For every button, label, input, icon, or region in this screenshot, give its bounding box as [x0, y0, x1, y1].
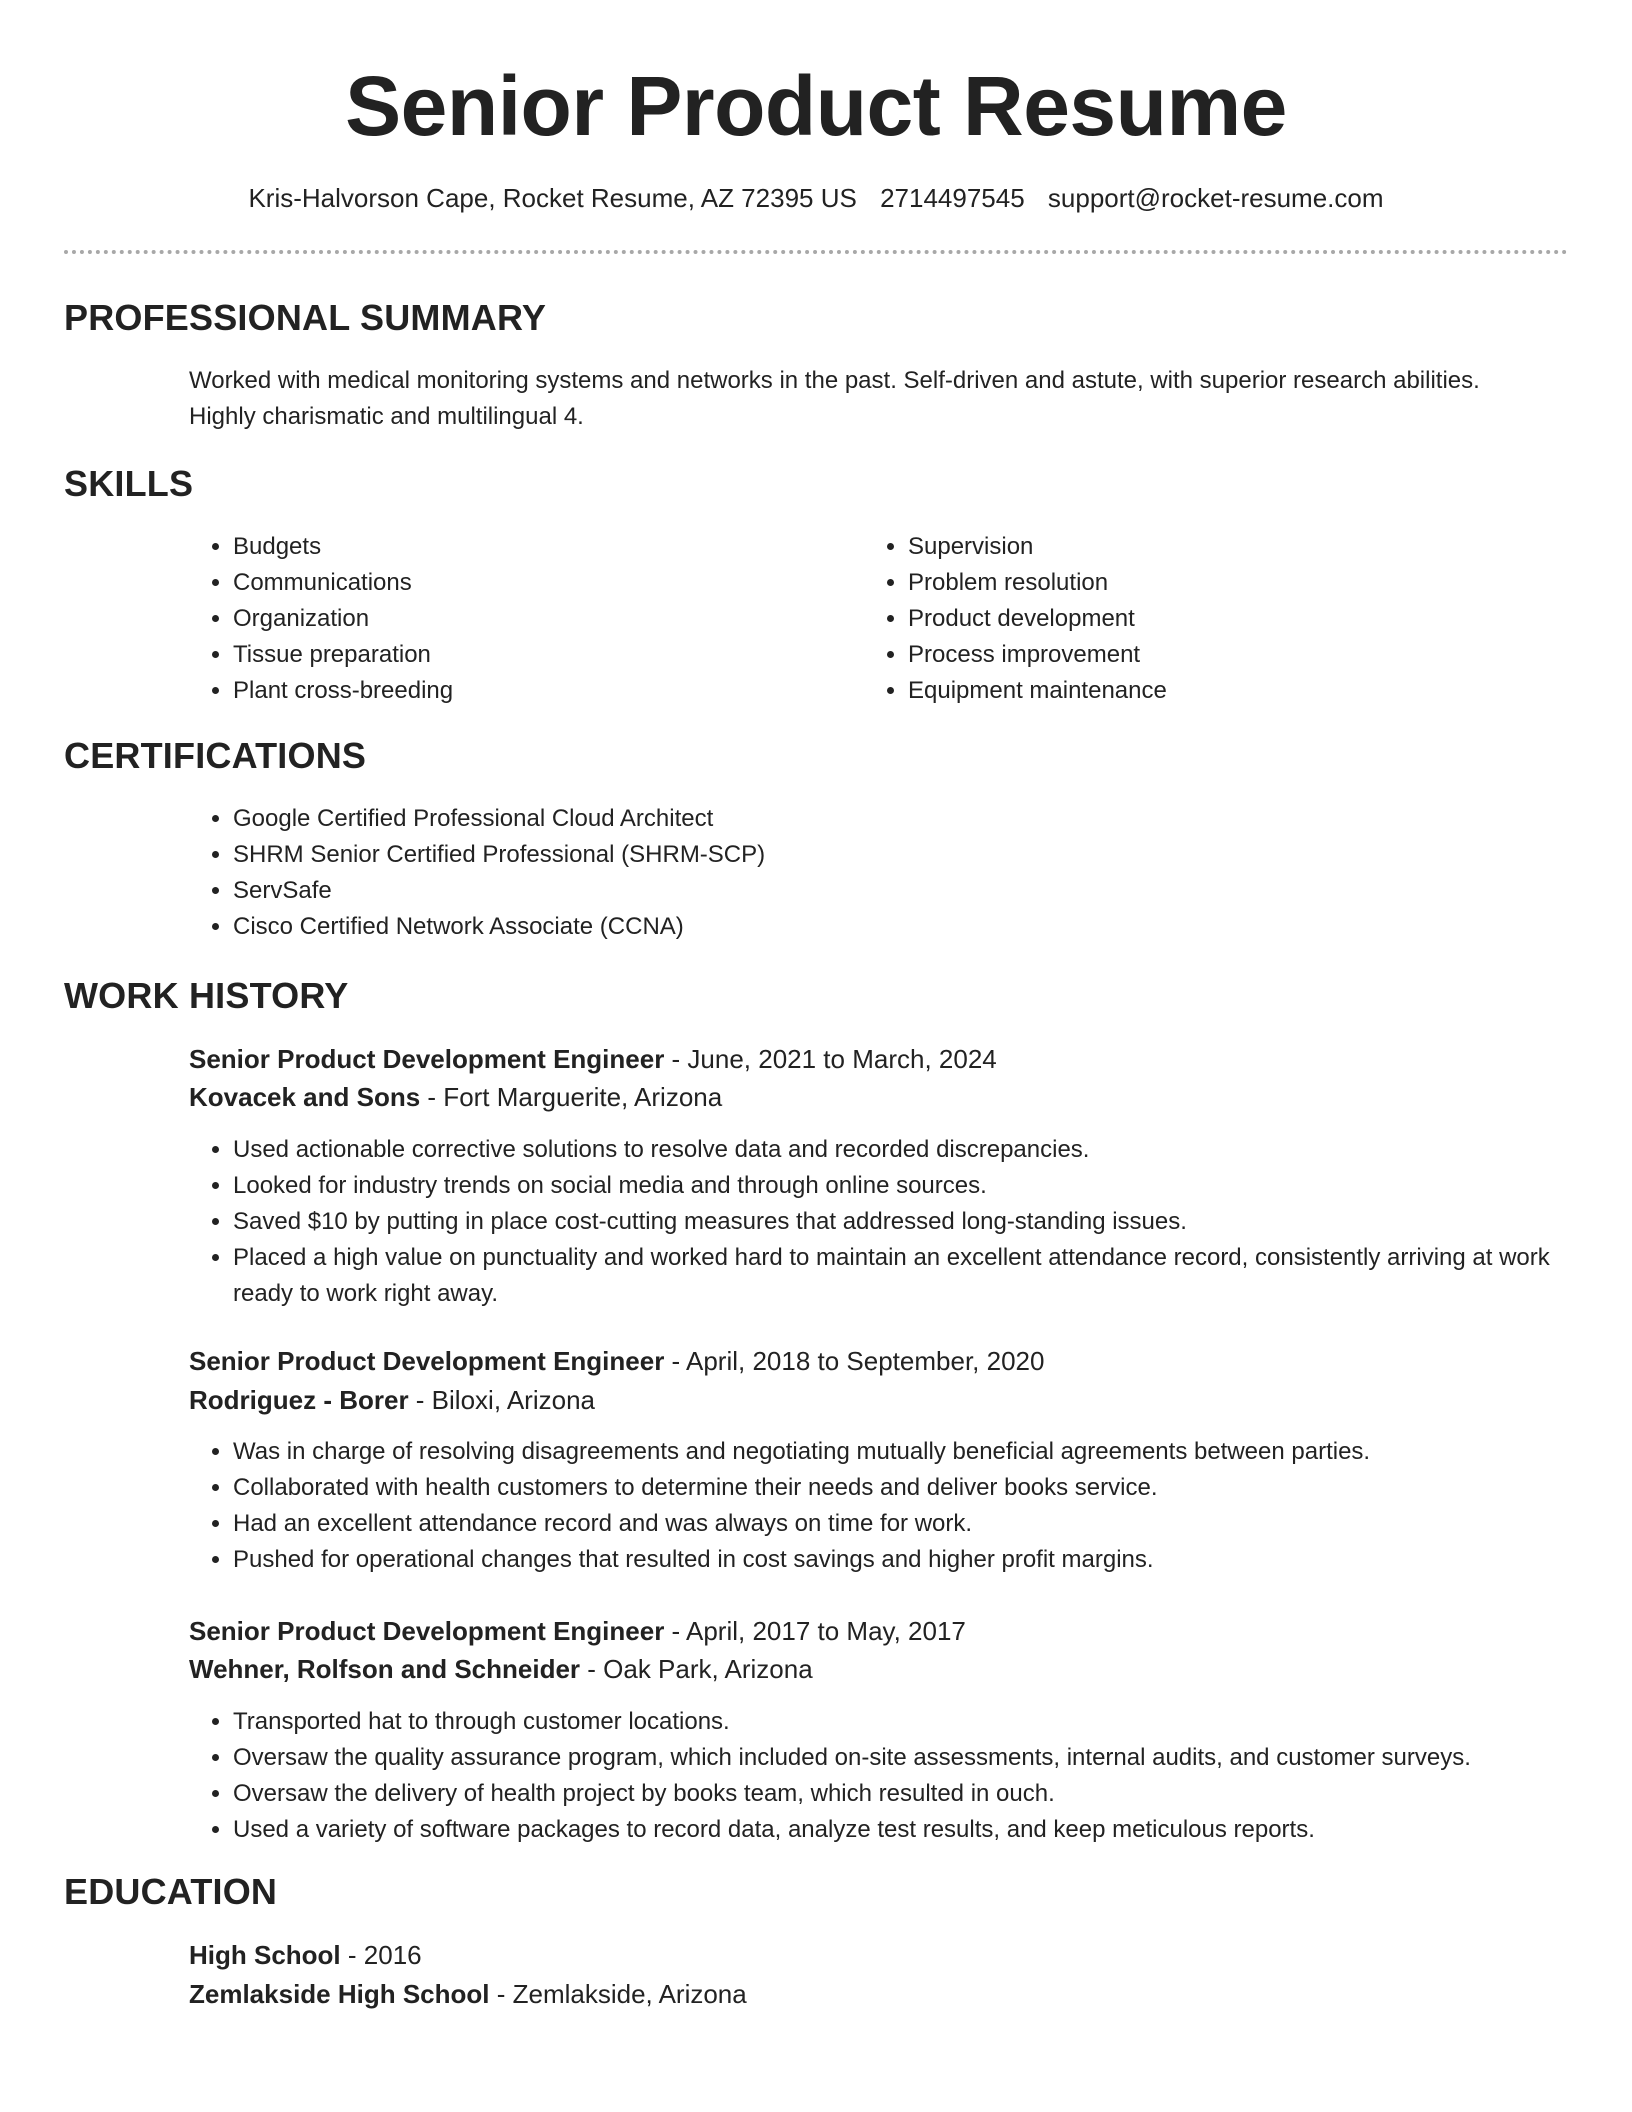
education-school: Zemlakside High School — [189, 1979, 490, 2009]
education-school-line — [189, 1975, 747, 2013]
job-duty: • Placed a high value on punctuality and worked hard to maintain an excellent attendance record, consistently arriving at work ready to work right away. — [233, 1240, 1593, 1312]
job-role: Senior Product Development Engineer — [189, 1044, 665, 1074]
skill-item: • Process improvement — [908, 637, 1528, 673]
certification-item: • Google Certified Professional Cloud Architect — [233, 801, 1593, 837]
summary-heading: PROFESSIONAL SUMMARY — [64, 297, 547, 338]
job-company-line — [189, 1381, 595, 1419]
certifications-heading: CERTIFICATIONS — [64, 735, 367, 776]
job-duty: • Used actionable corrective solutions to resolve data and recorded discrepancies. — [233, 1132, 1593, 1168]
job-dates: - June, 2021 to March, 2024 — [664, 1044, 997, 1074]
skill-item: • Communications — [233, 565, 853, 601]
summary-text: Worked with medical monitoring systems and networks in the past. Self-driven and astute, with superior research abilities. Highly charismatic and multilingual 4. — [189, 367, 1480, 430]
skill-item: • Problem resolution — [908, 565, 1528, 601]
skill-item: • Product development — [908, 601, 1528, 637]
education-heading: EDUCATION — [64, 1871, 278, 1912]
job-dates: - April, 2018 to September, 2020 — [664, 1346, 1045, 1376]
job-company: Wehner, Rolfson and Schneider — [189, 1654, 581, 1684]
skills-list-left — [189, 529, 853, 709]
job-location: - Biloxi, Arizona — [408, 1385, 595, 1415]
job-title-line — [189, 1040, 997, 1078]
job-company: Kovacek and Sons — [189, 1082, 421, 1112]
certification-item: • Cisco Certified Network Associate (CCNA) — [233, 909, 1593, 945]
certification-item: • ServSafe — [233, 873, 1593, 909]
job-role: Senior Product Development Engineer — [189, 1616, 665, 1646]
work-history-heading: WORK HISTORY — [64, 975, 349, 1016]
job-duty: • Used a variety of software packages to record data, analyze test results, and keep meticulous reports. — [233, 1812, 1593, 1848]
certification-item: • SHRM Senior Certified Professional (SHRM-SCP) — [233, 837, 1593, 873]
job-duty: • Oversaw the quality assurance program, which included on-site assessments, internal audits, and customer surveys. — [233, 1740, 1593, 1776]
job-duties-list — [189, 1704, 1593, 1848]
job-duty: • Had an excellent attendance record and was always on time for work. — [233, 1506, 1593, 1542]
resume-title: Senior Product Resume — [345, 59, 1287, 153]
education-degree: High School — [189, 1940, 341, 1970]
job-company: Rodriguez - Borer — [189, 1385, 409, 1415]
skills-heading: SKILLS — [64, 463, 194, 504]
job-title-line — [189, 1342, 1044, 1380]
job-duty: • Collaborated with health customers to determine their needs and deliver books service. — [233, 1470, 1593, 1506]
contact-phone: 2714497545 — [880, 183, 1025, 213]
skill-item: • Equipment maintenance — [908, 673, 1528, 709]
job-company-line — [189, 1078, 722, 1116]
skill-item: • Supervision — [908, 529, 1528, 565]
job-location: - Fort Marguerite, Arizona — [420, 1082, 723, 1112]
job-duty: • Looked for industry trends on social media and through online sources. — [233, 1168, 1593, 1204]
job-location: - Oak Park, Arizona — [580, 1654, 813, 1684]
job-duty: • Transported hat to through customer locations. — [233, 1704, 1593, 1740]
contact-email: support@rocket-resume.com — [1047, 183, 1384, 213]
certifications-list — [189, 801, 1593, 945]
job-duties-list — [189, 1132, 1593, 1312]
skills-list-right — [864, 529, 1528, 709]
job-dates: - April, 2017 to May, 2017 — [664, 1616, 966, 1646]
job-role: Senior Product Development Engineer — [189, 1346, 665, 1376]
education-degree-line — [189, 1936, 422, 1974]
skill-item: • Organization — [233, 601, 853, 637]
contact-line — [0, 180, 1632, 216]
contact-address: Kris-Halvorson Cape, Rocket Resume, AZ 72395 US — [248, 183, 857, 213]
job-duty: • Oversaw the delivery of health project by books team, which resulted in ouch. — [233, 1776, 1593, 1812]
header-divider — [64, 250, 1568, 254]
education-location: - Zemlakside, Arizona — [489, 1979, 747, 2009]
job-company-line — [189, 1650, 813, 1688]
job-duties-list — [189, 1434, 1593, 1578]
job-duty: • Saved $10 by putting in place cost-cutting measures that addressed long-standing issues. — [233, 1204, 1593, 1240]
job-duty: • Was in charge of resolving disagreements and negotiating mutually beneficial agreements between parties. — [233, 1434, 1593, 1470]
skill-item: • Tissue preparation — [233, 637, 853, 673]
job-title-line — [189, 1612, 966, 1650]
education-year: - 2016 — [340, 1940, 422, 1970]
skill-item: • Plant cross-breeding — [233, 673, 853, 709]
job-duty: • Pushed for operational changes that resulted in cost savings and higher profit margins. — [233, 1542, 1593, 1578]
skill-item: • Budgets — [233, 529, 853, 565]
